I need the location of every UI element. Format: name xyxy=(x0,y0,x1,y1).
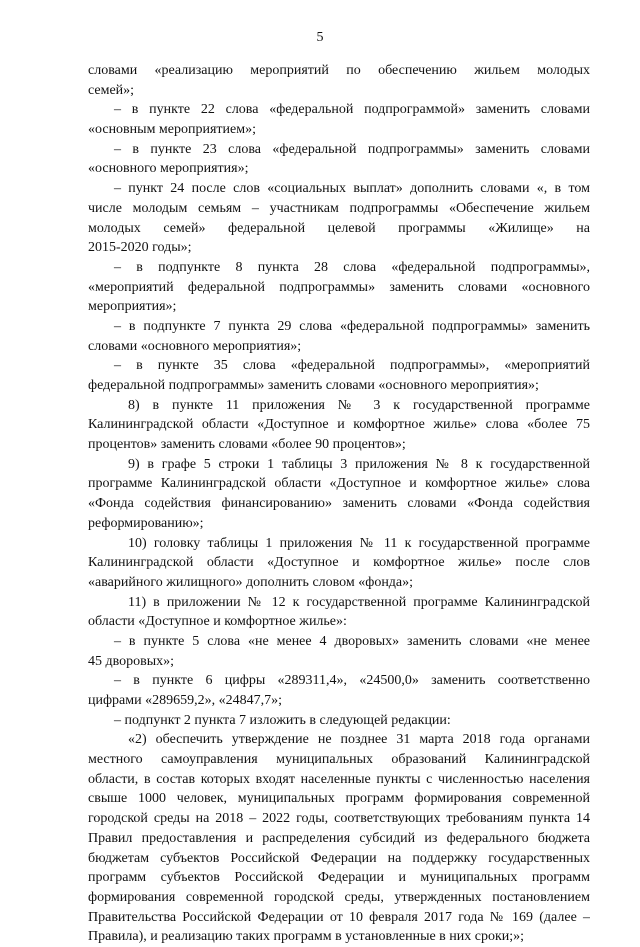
text-line: «мероприятий федеральной подпрограммы» заменить словами «основного xyxy=(88,279,590,295)
text-line: городской среды на 2018 – 2022 годы, соответствующих требованиям пункта 14 xyxy=(88,811,590,827)
text-line: мероприятия»; xyxy=(88,299,177,315)
page-number: 5 xyxy=(316,30,324,45)
text-line: – в подпункте 8 пункта 28 слова «федеральной подпрограммы», xyxy=(114,259,590,275)
text-line: бюджетам субъектов Российской Федерации на поддержку государственных xyxy=(88,850,590,866)
text-line: 2015-2020 годы»; xyxy=(88,240,192,256)
text-line: программе Калининградской области «Доступное и комфортное жилье» слова xyxy=(88,476,590,492)
text-line: местного самоуправления муниципальных образований Калининградской xyxy=(88,752,590,768)
text-line: словами «основного мероприятия»; xyxy=(88,338,302,354)
text-line: Правительства Российской Федерации от 10 февраля 2017 года № 169 (далее – xyxy=(88,909,590,925)
text-line: «основным мероприятием»; xyxy=(88,122,256,138)
text-line: области «Доступное и комфортное жилье»: xyxy=(88,614,347,630)
text-line: – пункт 24 после слов «социальных выплат» дополнить словами «, в том xyxy=(114,181,590,197)
text-line: реформированию»; xyxy=(88,515,204,531)
text-line: – в пункте 6 цифры «289311,4», «24500,0» заменить соответственно xyxy=(114,673,590,689)
text-line: «2) обеспечить утверждение не позднее 31 марта 2018 года органами xyxy=(128,732,590,748)
text-line: Калининградской области «Доступное и комфортное жилье» слова «более 75 xyxy=(88,417,590,433)
text-line: числе молодым семьям – участникам подпрограммы «Обеспечение жильем xyxy=(88,200,590,216)
text-line: «аварийного жилищного» дополнить словом «фонда»; xyxy=(88,574,414,590)
text-line: области, в состав которых входят населенные пункты с численностью населения xyxy=(88,771,590,787)
text-line: 9) в графе 5 строки 1 таблицы 3 приложения № 8 к государственной xyxy=(128,456,590,472)
text-line: 45 дворовых»; xyxy=(88,653,175,669)
text-line: цифрами «289659,2», «24847,7»; xyxy=(88,693,283,708)
text-line: молодых семей» федеральной целевой программы «Жилище» на xyxy=(88,220,590,236)
text-line: 11) в приложении № 12 к государственной программе Калининградской xyxy=(128,594,590,610)
text-line: 10) головку таблицы 1 приложения № 11 к государственной программе xyxy=(128,535,590,551)
document-body xyxy=(88,61,590,947)
text-line: процентов» заменить словами «более 90 процентов»; xyxy=(88,437,406,453)
text-line: Правила), и реализацию таких программ в установленные в них сроки;»; xyxy=(88,929,525,945)
text-line: программ субъектов Российской Федерации и муниципальных программ xyxy=(88,870,590,886)
text-line: – в пункте 5 слова «не менее 4 дворовых» заменить словами «не менее xyxy=(114,633,590,649)
text-line: словами «реализацию мероприятий по обеспечению жильем молодых xyxy=(88,63,590,78)
text-line: Правил предоставления и распределения субсидий из федерального бюджета xyxy=(88,830,590,846)
text-line: – в пункте 35 слова «федеральной подпрограммы», «мероприятий xyxy=(114,358,590,374)
text-line: формирования современной городской среды, утвержденных постановлением xyxy=(88,889,590,905)
text-line: федеральной подпрограммы» заменить словами «основного мероприятия»; xyxy=(88,378,539,393)
text-line: семей»; xyxy=(88,82,135,98)
text-line: «Фонда содействия финансированию» заменить словами «Фонда содействия xyxy=(88,496,590,512)
text-line: – в пункте 23 слова «федеральной подпрограммы» заменить словами xyxy=(114,141,590,157)
text-line: – в пункте 22 слова «федеральной подпрограммой» заменить словами xyxy=(114,102,590,118)
text-line: Калининградской области «Доступное и комфортное жилье» после слов xyxy=(88,555,590,571)
text-line: «основного мероприятия»; xyxy=(88,161,249,177)
text-line: свыше 1000 человек, муниципальных программ формирования современной xyxy=(88,791,590,807)
text-line: – в подпункте 7 пункта 29 слова «федеральной подпрограммы» заменить xyxy=(114,318,590,334)
text-line: 8) в пункте 11 приложения № 3 к государственной программе xyxy=(128,397,590,413)
text-line: – подпункт 2 пункта 7 изложить в следующей редакции: xyxy=(114,712,451,728)
